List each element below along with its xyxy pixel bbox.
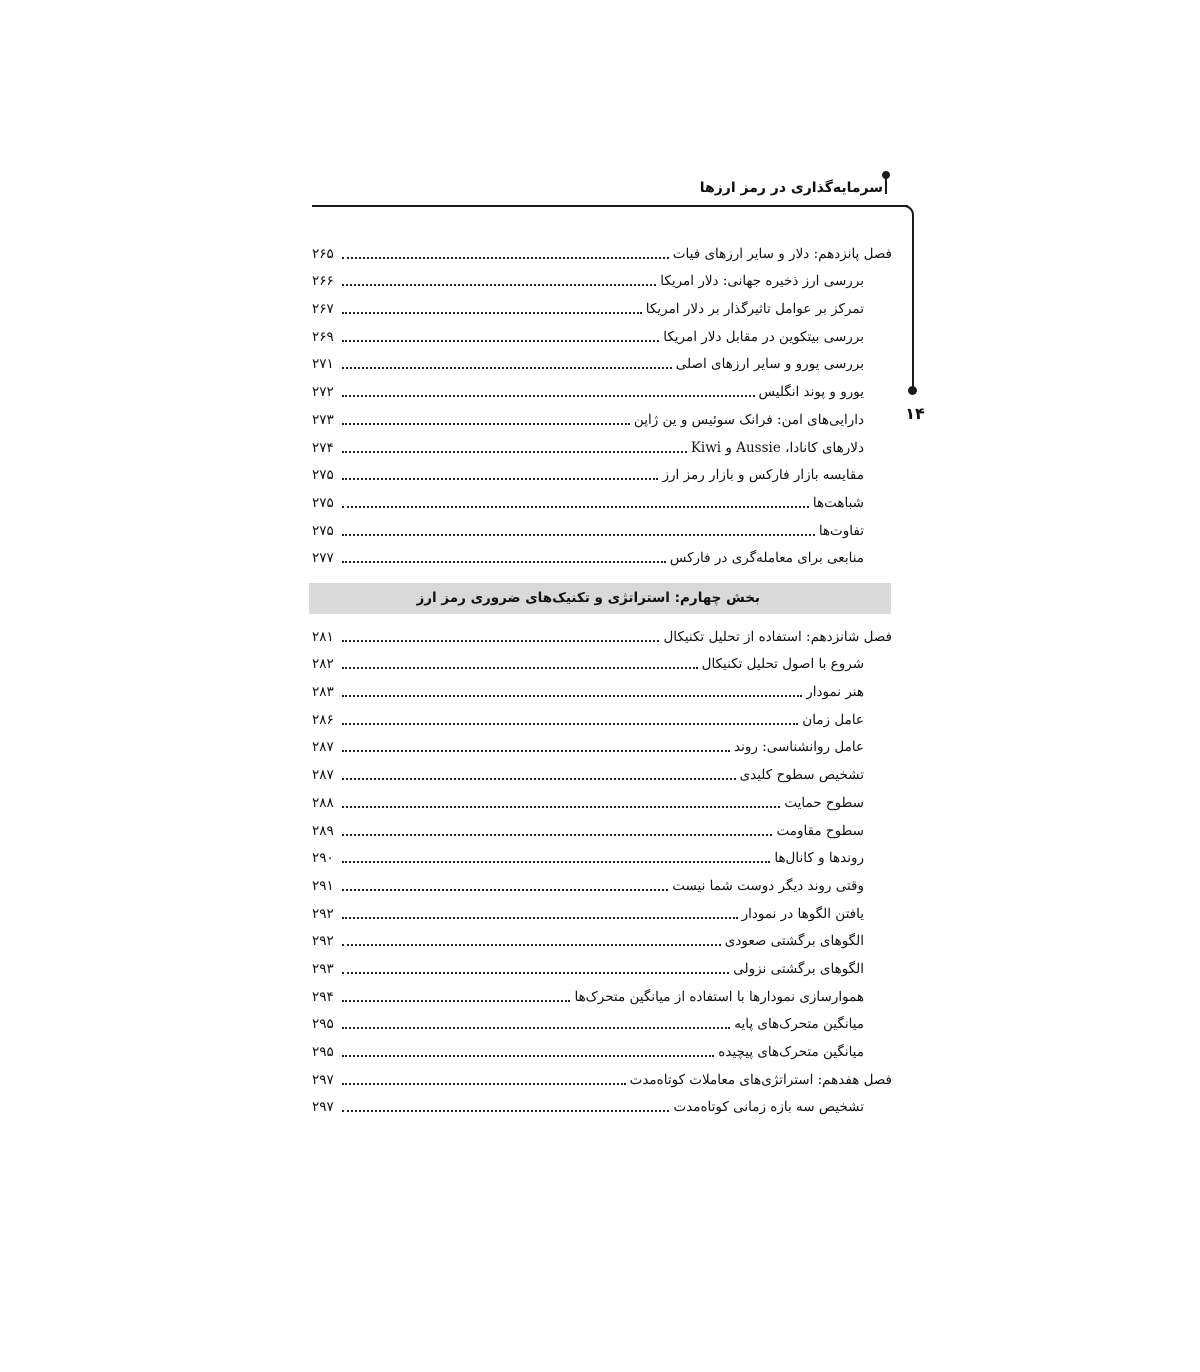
toc-entry-title: فصل شانزدهم: استفاده از تحلیل تکنیکال — [663, 628, 892, 645]
toc-entry[interactable] — [312, 1034, 892, 1062]
toc-entry-title: دلارهای کانادا، Aussie و Kiwi — [690, 439, 864, 456]
toc-dot-leader — [342, 778, 736, 780]
toc-entry-title: هنر نمودار — [806, 684, 864, 701]
toc-entry-title: مقایسه بازار فارکس و بازار رمز ارز — [662, 467, 864, 484]
toc-dot-leader — [342, 640, 659, 642]
toc-entry-page: ۲۹۲ — [312, 905, 334, 922]
side-rule — [900, 205, 914, 391]
toc-dot-leader — [342, 834, 772, 836]
toc-dot-leader — [342, 944, 721, 946]
toc-entry[interactable] — [312, 374, 892, 402]
toc-entry-title: عامل زمان — [802, 711, 864, 728]
toc-entry-page: ۲۶۶ — [312, 273, 334, 290]
toc-entry-title: یافتن الگوها در نمودار — [741, 905, 864, 922]
toc-entry[interactable] — [312, 702, 892, 730]
toc-dot-leader — [342, 506, 809, 508]
toc-chapter-entry[interactable] — [312, 1062, 892, 1090]
toc-dot-leader — [342, 340, 659, 342]
toc-entry[interactable] — [312, 730, 892, 758]
toc-entry[interactable] — [312, 513, 892, 541]
toc-entry-page: ۲۷۳ — [312, 411, 334, 428]
toc-entry[interactable] — [312, 264, 892, 292]
section-band: بخش چهارم: استراتژی و تکنیک‌های ضروری رمز ارز — [309, 583, 891, 614]
toc-entry-page: ۲۷۵ — [312, 494, 334, 511]
toc-entry-title: وقتی روند دیگر دوست شما نیست — [672, 877, 864, 894]
toc-dot-leader — [342, 423, 630, 425]
toc-dot-leader — [342, 1083, 626, 1085]
toc-entry[interactable] — [312, 813, 892, 841]
toc-entry-page: ۲۹۳ — [312, 960, 334, 977]
toc-entry-page: ۲۹۲ — [312, 933, 334, 950]
toc-entry[interactable] — [312, 291, 892, 319]
toc-dot-leader — [342, 257, 669, 259]
toc-entry-title: الگوهای برگشتی نزولی — [733, 960, 864, 977]
toc-entry[interactable] — [312, 347, 892, 375]
toc-entry-title: بررسی ارز ذخیره جهانی: دلار امریکا — [660, 273, 864, 290]
toc-dot-leader — [342, 695, 802, 697]
toc-entry[interactable] — [312, 1090, 892, 1118]
toc-entry[interactable] — [312, 979, 892, 1007]
toc-entry[interactable] — [312, 868, 892, 896]
toc-entry-page: ۲۹۰ — [312, 850, 334, 867]
toc-entry-title: روندها و کانال‌ها — [774, 850, 864, 867]
toc-entry-title: بررسی بیتکوین در مقابل دلار امریکا — [663, 328, 864, 345]
toc-entry-page: ۲۸۲ — [312, 656, 334, 673]
toc-entry[interactable] — [312, 757, 892, 785]
toc-entry-page: ۲۶۵ — [312, 245, 334, 262]
toc-dot-leader — [342, 1055, 714, 1057]
toc-entry-page: ۲۹۱ — [312, 877, 334, 894]
toc-entry-page: ۲۷۵ — [312, 467, 334, 484]
toc-entry-title: میانگین متحرک‌های پیچیده — [718, 1044, 864, 1060]
toc-dot-leader — [342, 806, 780, 808]
toc-list-part1 — [312, 236, 892, 568]
toc-entry[interactable] — [312, 951, 892, 979]
toc-dot-leader — [342, 972, 729, 974]
toc-entry-title: عامل روانشناسی: روند — [734, 739, 864, 756]
header-rule — [312, 205, 908, 207]
toc-entry-title: دارایی‌های امن: فرانک سوئیس و ین ژاپن — [633, 411, 864, 428]
toc-dot-leader — [342, 861, 770, 863]
toc-entry-title: سطوح حمایت — [784, 794, 864, 811]
toc-entry[interactable] — [312, 402, 892, 430]
toc-entry-page: ۲۷۷ — [312, 550, 334, 567]
toc-entry-page: ۲۸۹ — [312, 822, 334, 839]
toc-dot-leader — [342, 561, 666, 563]
toc-entry-title: تمرکز بر عوامل تاثیرگذار بر دلار امریکا — [645, 301, 864, 318]
toc-entry[interactable] — [312, 924, 892, 952]
toc-entry-page: ۲۷۵ — [312, 522, 334, 539]
page-number: ۱۴ — [905, 404, 925, 423]
toc-entry-title: تفاوت‌ها — [818, 522, 864, 539]
toc-entry[interactable] — [312, 458, 892, 486]
toc-entry[interactable] — [312, 674, 892, 702]
toc-entry[interactable] — [312, 1007, 892, 1035]
toc-dot-leader — [342, 534, 815, 536]
toc-dot-leader — [342, 917, 738, 919]
toc-entry[interactable] — [312, 485, 892, 513]
toc-entry-title: الگوهای برگشتی صعودی — [724, 933, 864, 950]
toc-dot-leader — [342, 367, 672, 369]
toc-entry-page: ۲۶۹ — [312, 328, 334, 345]
toc-dot-leader — [342, 889, 668, 891]
toc-dot-leader — [342, 750, 730, 752]
toc-entry-title: فصل پانزدهم: دلار و سایر ارزهای فیات — [672, 245, 892, 262]
toc-entry-title: منابعی برای معامله‌گری در فارکس — [669, 550, 864, 567]
toc-chapter-entry[interactable] — [312, 619, 892, 647]
toc-chapter-entry[interactable] — [312, 236, 892, 264]
toc-entry[interactable] — [312, 841, 892, 869]
toc-entry-page: ۲۷۴ — [312, 439, 334, 456]
toc-entry-title: شروع با اصول تحلیل تکنیکال — [701, 656, 864, 673]
toc-entry-page: ۲۹۵ — [312, 1016, 334, 1033]
toc-entry-title: شباهت‌ها — [812, 494, 864, 511]
toc-entry-page: ۲۸۷ — [312, 767, 334, 784]
running-header-title: سرمایه‌گذاری در رمز ارزها — [699, 180, 883, 196]
toc-entry-title: سطوح مقاومت — [776, 822, 864, 839]
toc-entry-page: ۲۸۸ — [312, 794, 334, 811]
toc-dot-leader — [342, 1110, 669, 1112]
toc-entry[interactable] — [312, 896, 892, 924]
toc-entry-title: فصل هفدهم: استراتژی‌های معاملات کوتاه‌مدت — [629, 1071, 892, 1088]
toc-dot-leader — [342, 451, 687, 453]
toc-entry[interactable] — [312, 541, 892, 569]
header-ornament-tick — [885, 176, 887, 194]
toc-entry[interactable] — [312, 319, 892, 347]
toc-dot-leader — [342, 1000, 570, 1002]
toc-dot-leader — [342, 312, 642, 314]
toc-entry-title: بررسی یورو و سایر ارزهای اصلی — [675, 356, 864, 373]
toc-entry-page: ۲۷۱ — [312, 356, 334, 373]
toc-dot-leader — [342, 478, 658, 480]
toc-entry-page: ۲۶۷ — [312, 301, 334, 318]
toc-entry-page: ۲۸۷ — [312, 739, 334, 756]
toc-list-part2 — [312, 619, 892, 1117]
toc-entry-title: تشخیص سطوح کلیدی — [739, 767, 864, 784]
toc-entry-page: ۲۸۶ — [312, 711, 334, 728]
toc-entry[interactable] — [312, 430, 892, 458]
toc-entry-title: میانگین متحرک‌های پایه — [734, 1016, 864, 1033]
toc-entry-title: تشخیص سه بازه زمانی کوتاه‌مدت — [673, 1099, 864, 1116]
toc-entry-page: ۲۸۱ — [312, 628, 334, 645]
toc-entry[interactable] — [312, 785, 892, 813]
toc-entry-page: ۲۹۵ — [312, 1044, 334, 1060]
toc-dot-leader — [342, 1027, 730, 1029]
toc-dot-leader — [342, 723, 798, 725]
toc-entry-page: ۲۹۷ — [312, 1071, 334, 1088]
toc-entry-page: ۲۸۳ — [312, 684, 334, 701]
toc-entry-page: ۲۹۴ — [312, 988, 334, 1005]
toc-dot-leader — [342, 667, 698, 669]
toc-dot-leader — [342, 395, 755, 397]
toc-entry[interactable] — [312, 647, 892, 675]
toc-entry-title: یورو و پوند انگلیس — [758, 384, 864, 401]
toc-entry-page: ۲۹۷ — [312, 1099, 334, 1116]
toc-entry-page: ۲۷۲ — [312, 384, 334, 401]
toc-entry-title: هموارسازی نمودارها با استفاده از میانگین متحرک‌ها — [574, 988, 864, 1005]
side-rule-dot — [908, 386, 917, 395]
toc-dot-leader — [342, 284, 656, 286]
